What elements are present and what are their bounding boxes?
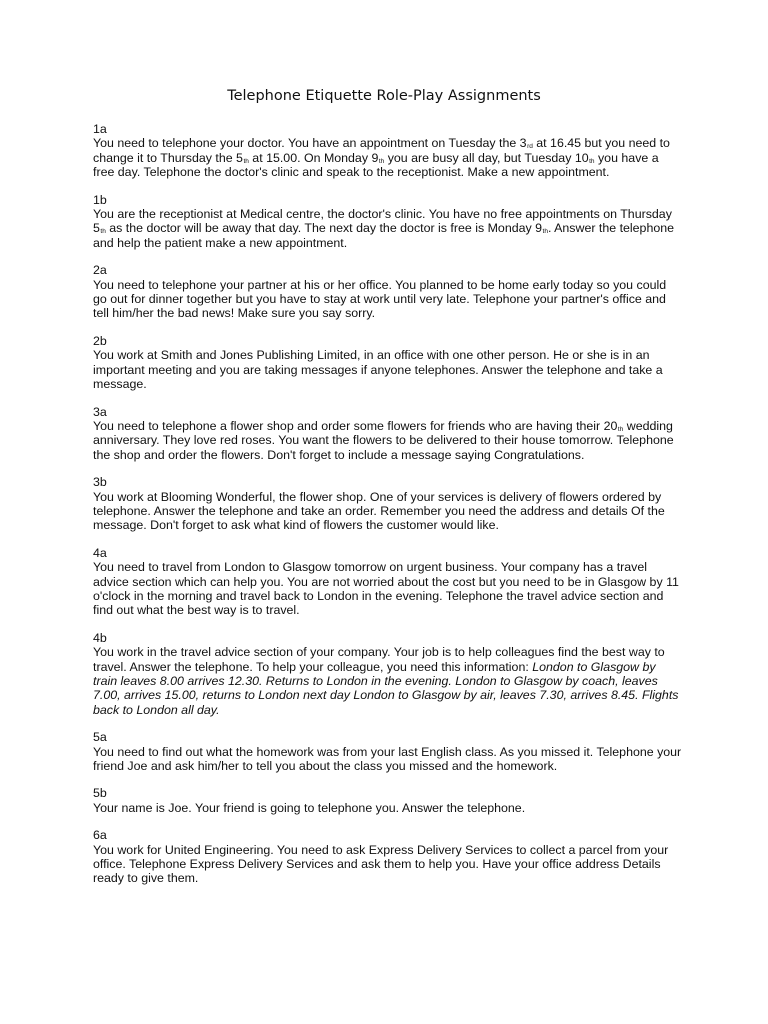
assignment-1a bbox=[93, 122, 683, 180]
travel-information-text: London to Glasgow by train leaves 8.00 arrives 12.30. Returns to London in the evening. London to Glasgow by coach, leaves 7.00, arrives 15.00, returns to London next day London to Glasgow by air, leaves 7.30, arrives 8.45. Flights back to London all day. bbox=[93, 659, 679, 717]
assignment-label: 5b bbox=[93, 786, 107, 801]
assignment-label: 1a bbox=[93, 122, 107, 136]
text-segment: You need to telephone your doctor. You have an appointment on Tuesday the 3 bbox=[93, 136, 527, 151]
assignment-text bbox=[93, 490, 683, 533]
text-segment: You work at Blooming Wonderful, the flower shop. One of your services is delivery of flowers ordered by telephone. Answer the telephone and take an order. Remember you need the address and details Of the message. Don't forget to ask what kind of flowers the customer would like. bbox=[93, 489, 665, 533]
assignment-6a bbox=[93, 828, 683, 886]
text-segment: . Answer the telephone and help the patient make a new appointment. bbox=[93, 221, 675, 250]
assignment-4b bbox=[93, 631, 683, 717]
text-segment: You need to travel from London to Glasgow tomorrow on urgent business. Your company has a travel advice section which can help you. You are not worried about the cost but you need to be in Glasgow by 11 o'clock in the morning and travel back to London in the evening. Telephone the travel advice section and find out what the best way is to travel. bbox=[93, 560, 679, 618]
assignment-label: 1b bbox=[93, 192, 107, 207]
text-segment: at 15.00. On Monday 9 bbox=[248, 150, 379, 165]
assignment-text bbox=[93, 843, 683, 886]
assignment-text bbox=[93, 801, 683, 815]
assignment-text bbox=[93, 645, 683, 717]
text-segment: You need to telephone your partner at his or her office. You planned to be home early today so you could go out for dinner together but you have to stay at work until very late. Telephone your partner's office and tell him/her the bad news! Make sure you say sorry. bbox=[93, 277, 667, 321]
document-title: Telephone Etiquette Role-Play Assignments bbox=[227, 88, 541, 104]
assignment-text bbox=[93, 419, 683, 462]
text-segment: Your name is Joe. Your friend is going to telephone you. Answer the telephone. bbox=[93, 800, 526, 815]
text-segment: at 16.45 but you need to change it to Thursday the 5 bbox=[93, 136, 670, 165]
assignment-1b bbox=[93, 193, 683, 251]
ordinal-suffix: th bbox=[378, 157, 385, 165]
text-segment: You work in the travel advice section of your company. Your job is to help colleagues find the best way to travel. Answer the telephone. To help your colleague, you need this information: bbox=[93, 645, 665, 674]
assignment-label: 4b bbox=[93, 630, 107, 645]
assignment-label: 4a bbox=[93, 545, 107, 560]
assignment-text bbox=[93, 278, 683, 321]
text-segment: You are the receptionist at Medical centre, the doctor's clinic. You have no free appointments on Thursday 5 bbox=[93, 207, 672, 236]
assignment-text bbox=[93, 745, 683, 774]
assignment-4a bbox=[93, 546, 683, 618]
ordinal-suffix: th bbox=[243, 157, 249, 165]
assignment-text bbox=[93, 136, 683, 179]
assignment-3b bbox=[93, 475, 683, 533]
assignment-label: 5a bbox=[93, 730, 107, 745]
text-segment: You need to telephone a flower shop and order some flowers for friends who are having their 20 bbox=[93, 418, 618, 433]
ordinal-suffix: th bbox=[589, 157, 595, 165]
text-segment: You work at Smith and Jones Publishing Limited, in an office with one other person. He or she is in an important meeting and you are taking messages if anyone telephones. Answer the telephone and take a message. bbox=[93, 348, 663, 392]
assignment-label: 2a bbox=[93, 263, 107, 278]
assignment-text bbox=[93, 348, 683, 391]
assignment-label: 2b bbox=[93, 333, 107, 348]
assignment-text bbox=[93, 207, 683, 250]
assignment-2a bbox=[93, 263, 683, 321]
assignment-label: 3a bbox=[93, 404, 107, 419]
text-segment: as the doctor will be away that day. The next day the doctor is free is Monday 9 bbox=[105, 221, 543, 236]
text-segment: you are busy all day, but Tuesday 10 bbox=[384, 150, 589, 165]
assignment-3a bbox=[93, 405, 683, 463]
assignment-list bbox=[93, 122, 683, 899]
ordinal-suffix: rd bbox=[527, 143, 533, 151]
assignment-2b bbox=[93, 334, 683, 392]
assignment-label: 6a bbox=[93, 828, 107, 843]
text-segment: wedding anniversary. They love red roses. You want the flowers to be delivered to their house tomorrow. Telephone the shop and order the flowers. Don't forget to include a message saying Congratulations. bbox=[93, 418, 674, 462]
assignment-5a bbox=[93, 730, 683, 773]
ordinal-suffix: th bbox=[542, 228, 548, 236]
ordinal-suffix: th bbox=[617, 425, 624, 433]
assignment-text bbox=[93, 560, 683, 618]
text-segment: You need to find out what the homework was from your last English class. As you missed it. Telephone your friend Joe and ask him/her to tell you about the class you missed and the homework. bbox=[93, 744, 682, 774]
text-segment: You work for United Engineering. You need to ask Express Delivery Services to collect a parcel from your office. Telephone Express Delivery Services and ask them to help you. Have your office address Details ready to give them. bbox=[93, 842, 669, 886]
assignment-label: 3b bbox=[93, 475, 107, 490]
text-segment: you have a free day. Telephone the doctor's clinic and speak to the receptionist. Make a new appointment. bbox=[93, 150, 659, 180]
ordinal-suffix: th bbox=[100, 228, 106, 236]
assignment-5b bbox=[93, 786, 683, 815]
